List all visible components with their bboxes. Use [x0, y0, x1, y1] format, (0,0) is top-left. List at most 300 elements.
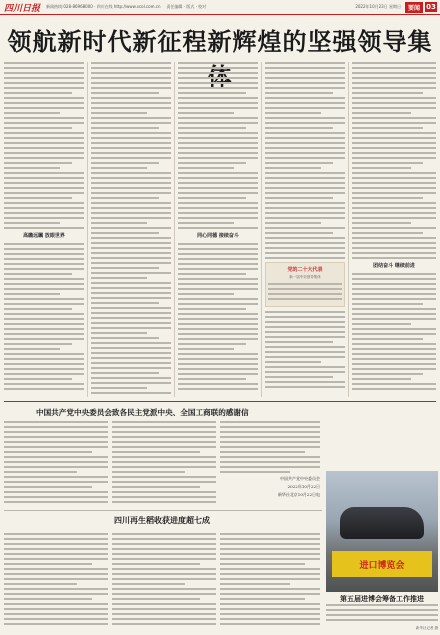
- body-text-line: [91, 277, 147, 279]
- body-text-line: [4, 202, 84, 204]
- body-text-line: [178, 328, 258, 330]
- body-text-line: [91, 157, 171, 159]
- highlight-box: [265, 262, 345, 307]
- body-text-line: [91, 272, 171, 274]
- body-text-line: [265, 232, 333, 234]
- body-text-line: [91, 97, 171, 99]
- body-text-line: [352, 368, 436, 370]
- body-text-line: [220, 568, 320, 570]
- body-text-line: [4, 583, 77, 585]
- body-text-line: [91, 327, 171, 329]
- body-text-line: [91, 132, 171, 134]
- body-text-line: [178, 338, 258, 340]
- photo-credit: 新华社记者 摄: [415, 626, 438, 630]
- body-text-line: [265, 247, 345, 249]
- body-text-line: [265, 117, 345, 119]
- body-text-line: [352, 212, 436, 214]
- body-text-line: [91, 317, 171, 319]
- story-title-thanks-letter: 中国共产党中央委员会致各民主党派中央、全国工商联的感谢信: [36, 408, 249, 417]
- body-text-line: [91, 152, 171, 154]
- body-text-line: [4, 293, 60, 295]
- body-text-line: [265, 336, 345, 338]
- body-text-line: [352, 353, 436, 355]
- body-text-line: [178, 92, 246, 94]
- body-text-line: [220, 466, 320, 468]
- body-text-line: [112, 623, 216, 625]
- body-text-line: [265, 167, 321, 169]
- section-name: 要闻: [405, 2, 423, 13]
- body-text-line: [91, 192, 171, 194]
- thanks-letter-signature: 中国共产党中央委员会: [280, 476, 320, 481]
- body-text-line: [352, 222, 411, 224]
- body-text-line: [265, 147, 345, 149]
- body-text-line: [220, 421, 320, 423]
- body-text-line: [112, 451, 200, 453]
- body-text-line: [352, 82, 436, 84]
- body-text-line: [352, 358, 436, 360]
- body-text-line: [4, 167, 60, 169]
- body-text-line: [4, 466, 108, 468]
- body-text-line: [265, 192, 345, 194]
- body-text-line: [4, 623, 108, 625]
- body-text-line: [220, 558, 320, 560]
- body-text-line: [178, 288, 258, 290]
- body-text-line: [4, 333, 84, 335]
- body-text-line: [178, 87, 258, 89]
- body-text-line: [178, 333, 258, 335]
- body-text-line: [352, 127, 423, 129]
- body-text-line: [4, 102, 84, 104]
- body-text-line: [112, 496, 216, 498]
- body-text-line: [352, 293, 436, 295]
- body-text-line: [265, 326, 345, 328]
- body-text-line: [220, 598, 305, 600]
- body-text-line: [4, 553, 108, 555]
- body-text-block-5: [178, 243, 258, 390]
- body-text-line: [91, 182, 171, 184]
- body-text-line: [265, 172, 345, 174]
- body-text-line: [178, 167, 234, 169]
- body-text-line: [91, 352, 171, 354]
- body-text-line: [4, 578, 108, 580]
- body-text-line: [220, 623, 320, 625]
- body-text-line: [4, 501, 108, 503]
- body-text-line: [4, 431, 108, 433]
- body-text-line: [178, 243, 258, 245]
- body-text-line: [352, 383, 436, 385]
- body-text-line: [352, 187, 436, 189]
- body-text-line: [4, 308, 72, 310]
- body-text-line: [352, 313, 436, 315]
- body-text-line: [352, 283, 436, 285]
- body-text-line: [112, 461, 216, 463]
- body-text-line: [265, 102, 345, 104]
- body-text-line: [265, 182, 345, 184]
- body-text-line: [112, 421, 216, 423]
- body-text-line: [178, 212, 258, 214]
- body-text-line: [352, 323, 411, 325]
- body-text-line: [4, 471, 77, 473]
- body-text-line: [265, 142, 345, 144]
- body-text-line: [178, 112, 234, 114]
- body-text-line: [178, 222, 234, 224]
- body-text-line: [112, 436, 216, 438]
- body-text-block-7: [265, 311, 345, 388]
- body-text-line: [265, 386, 345, 388]
- body-text-line: [112, 558, 216, 560]
- body-text-line: [112, 603, 216, 605]
- news-photo: [326, 471, 438, 592]
- body-text-line: [178, 137, 258, 139]
- highlight-box-title: 党的二十大代表: [287, 267, 323, 273]
- body-text-line: [265, 252, 345, 254]
- body-text-line: [4, 268, 84, 270]
- body-text-line: [265, 371, 345, 373]
- masthead-meta: 新闻热线:028-86968000 · 四川在线 http://www.scol.com.cn: [46, 4, 161, 9]
- body-text-line: [91, 197, 159, 199]
- body-text-line: [112, 466, 216, 468]
- body-text-line: [220, 441, 320, 443]
- thanks-letter-col-1: [4, 421, 108, 506]
- body-text-line: [91, 377, 171, 379]
- body-text-line: [326, 619, 438, 621]
- body-text-line: [4, 152, 84, 154]
- body-text-line: [265, 381, 345, 383]
- body-text-line: [4, 132, 84, 134]
- article-column-2: [91, 62, 171, 397]
- body-text-line: [4, 197, 72, 199]
- body-text-line: [352, 177, 436, 179]
- body-text-line: [4, 298, 84, 300]
- section-divider: [4, 401, 436, 402]
- body-text-line: [265, 197, 333, 199]
- body-text-line: [352, 273, 436, 275]
- body-text-line: [220, 446, 320, 448]
- body-text-line: [4, 182, 84, 184]
- masthead: [0, 0, 440, 15]
- body-text-line: [352, 388, 436, 390]
- body-text-line: [220, 608, 320, 610]
- body-text-line: [112, 538, 216, 540]
- body-text-line: [91, 332, 147, 334]
- body-text-line: [220, 618, 320, 620]
- body-text-line: [112, 441, 216, 443]
- body-text-line: [265, 356, 345, 358]
- body-text-line: [4, 62, 84, 64]
- body-text-line: [91, 62, 171, 64]
- body-text-line: [352, 142, 436, 144]
- body-text-line: [352, 77, 436, 79]
- body-text-line: [352, 97, 436, 99]
- body-text-line: [91, 102, 171, 104]
- body-text-line: [352, 363, 436, 365]
- body-text-line: [112, 548, 216, 550]
- body-text-line: [265, 366, 345, 368]
- body-text-line: [265, 237, 345, 239]
- issue-date: 2022年10月23日 星期日: [355, 4, 401, 9]
- body-text-line: [91, 357, 171, 359]
- body-text-line: [178, 77, 258, 79]
- body-text-line: [352, 162, 423, 164]
- body-text-line: [178, 152, 258, 154]
- body-text-line: [91, 202, 171, 204]
- body-text-line: [178, 192, 258, 194]
- body-text-line: [4, 548, 108, 550]
- page-headline: 领航新时代新征程新辉煌的坚强领导集: [7, 27, 433, 56]
- body-text-line: [178, 258, 258, 260]
- body-text-line: [352, 207, 436, 209]
- body-text-line: [178, 353, 258, 355]
- body-text-line: [4, 97, 84, 99]
- body-text-line: [91, 92, 159, 94]
- body-text-line: [4, 288, 84, 290]
- body-text-line: [178, 187, 258, 189]
- body-text-line: [4, 87, 84, 89]
- body-text-line: [91, 107, 171, 109]
- page-number: 03: [426, 3, 436, 11]
- body-text-line: [91, 282, 171, 284]
- thanks-letter-date: 2022年10月22日: [287, 484, 320, 489]
- body-text-line: [4, 177, 84, 179]
- story-divider: [4, 510, 322, 511]
- body-text-line: [352, 328, 436, 330]
- body-text-line: [178, 127, 246, 129]
- body-text-line: [265, 351, 345, 353]
- article-column-5: [352, 62, 436, 393]
- body-text-line: [112, 583, 185, 585]
- body-text-line: [4, 568, 108, 570]
- body-text-line: [4, 127, 72, 129]
- body-text-line: [112, 456, 216, 458]
- body-text-line: [352, 318, 436, 320]
- body-text-line: [91, 82, 171, 84]
- body-text-line: [4, 263, 84, 265]
- body-text-line: [352, 373, 423, 375]
- body-text-line: [178, 318, 258, 320]
- body-text-line: [4, 107, 84, 109]
- body-text-line: [91, 162, 159, 164]
- body-text-line: [268, 298, 342, 300]
- body-text-line: [265, 82, 345, 84]
- body-text-line: [91, 172, 171, 174]
- body-text-line: [4, 147, 84, 149]
- body-text-line: [4, 323, 84, 325]
- body-text-line: [112, 533, 216, 535]
- body-text-line: [178, 378, 246, 380]
- body-text-line: [178, 82, 258, 84]
- body-text-line: [91, 372, 159, 374]
- body-text-line: [112, 618, 216, 620]
- body-text-line: [91, 297, 171, 299]
- body-text-line: [91, 187, 171, 189]
- body-text-line: [91, 252, 171, 254]
- body-text-line: [91, 77, 171, 79]
- body-text-line: [220, 538, 320, 540]
- body-text-line: [352, 147, 436, 149]
- body-text-line: [91, 177, 171, 179]
- body-text-line: [91, 227, 171, 229]
- body-text-line: [112, 486, 200, 488]
- body-text-line: [178, 207, 258, 209]
- body-text-block-8: [352, 62, 436, 259]
- body-text-line: [4, 573, 108, 575]
- body-text-line: [352, 117, 436, 119]
- body-text-line: [352, 182, 436, 184]
- body-text-line: [112, 426, 216, 428]
- body-text-line: [4, 142, 84, 144]
- body-text-line: [112, 588, 216, 590]
- body-text-line: [4, 278, 84, 280]
- body-text-line: [178, 323, 258, 325]
- body-text-line: [220, 603, 320, 605]
- story-title-rice-harvest: 四川再生稻收获进度超七成: [114, 515, 210, 525]
- body-text-line: [91, 387, 147, 389]
- body-text-line: [4, 421, 108, 423]
- body-text-line: [268, 293, 342, 295]
- body-text-line: [4, 588, 108, 590]
- body-text-line: [4, 598, 92, 600]
- body-text-line: [112, 613, 216, 615]
- body-text-line: [178, 283, 258, 285]
- body-text-line: [4, 217, 84, 219]
- body-text-line: [178, 373, 258, 375]
- body-text-line: [91, 267, 159, 269]
- body-text-line: [178, 162, 246, 164]
- body-text-line: [4, 338, 84, 340]
- body-text-line: [4, 481, 108, 483]
- body-text-line: [352, 167, 411, 169]
- body-text-line: [4, 343, 72, 345]
- body-text-line: [352, 298, 436, 300]
- body-text-line: [265, 87, 345, 89]
- article-column-3: [178, 62, 258, 393]
- article-column-1: [4, 62, 84, 393]
- thanks-letter-col-3: [220, 421, 320, 500]
- body-text-line: [112, 568, 216, 570]
- body-text-line: [91, 242, 171, 244]
- thanks-letter-source: 新华社北京10月22日电: [277, 492, 320, 497]
- body-text-line: [91, 72, 171, 74]
- body-text-line: [352, 72, 436, 74]
- body-text-line: [178, 72, 258, 74]
- body-text-line: [4, 77, 84, 79]
- body-text-line: [112, 553, 216, 555]
- thanks-letter-col-2: [112, 421, 216, 506]
- body-text-line: [91, 337, 159, 339]
- body-text-line: [91, 222, 147, 224]
- body-text-line: [352, 132, 436, 134]
- body-text-block-1: [4, 62, 84, 229]
- body-text-line: [265, 361, 321, 363]
- body-text-line: [265, 341, 333, 343]
- photo-banner: [332, 551, 432, 577]
- body-text-line: [352, 172, 436, 174]
- body-text-line: [4, 82, 84, 84]
- rice-story-col-1: [4, 533, 108, 628]
- body-text-line: [265, 217, 345, 219]
- body-text-line: [265, 127, 333, 129]
- body-text-line: [4, 358, 84, 360]
- body-text-line: [112, 476, 216, 478]
- body-text-line: [4, 603, 108, 605]
- body-text-line: [220, 583, 290, 585]
- body-text-line: [178, 253, 258, 255]
- body-text-line: [265, 177, 345, 179]
- body-text-line: [178, 388, 258, 390]
- body-text-line: [4, 303, 84, 305]
- body-text-line: [268, 288, 342, 290]
- body-text-line: [4, 378, 72, 380]
- body-text-line: [178, 273, 246, 275]
- body-text-line: [352, 257, 436, 259]
- body-text-line: [265, 132, 345, 134]
- body-text-line: [220, 471, 290, 473]
- body-text-line: [91, 307, 171, 309]
- body-text-line: [112, 573, 216, 575]
- body-text-line: [178, 363, 258, 365]
- body-text-line: [178, 117, 258, 119]
- body-text-line: [4, 446, 108, 448]
- body-text-line: [220, 563, 305, 565]
- body-text-line: [91, 67, 171, 69]
- body-text-line: [178, 182, 258, 184]
- rice-story-col-2: [112, 533, 216, 628]
- body-text-line: [91, 127, 159, 129]
- body-text-line: [265, 92, 333, 94]
- body-text-line: [352, 303, 423, 305]
- body-text-line: [4, 72, 84, 74]
- body-text-line: [352, 122, 436, 124]
- body-text-line: [91, 302, 159, 304]
- body-text-line: [265, 77, 345, 79]
- body-text-line: [178, 177, 258, 179]
- body-text-line: [220, 436, 320, 438]
- body-text-line: [178, 217, 258, 219]
- body-text-line: [352, 237, 436, 239]
- body-text-line: [326, 609, 438, 611]
- body-text-line: [352, 202, 436, 204]
- body-text-line: [178, 97, 258, 99]
- body-text-line: [4, 318, 84, 320]
- body-text-line: [352, 348, 436, 350]
- photo-banner-text: 进口博览会: [359, 560, 405, 571]
- body-text-line: [4, 207, 84, 209]
- body-text-block-2: [4, 243, 84, 390]
- photo-caption-text: [326, 604, 438, 624]
- body-text-line: [265, 112, 321, 114]
- body-text-line: [352, 137, 436, 139]
- body-text-line: [4, 563, 92, 565]
- body-text-line: [178, 348, 234, 350]
- body-text-line: [352, 157, 436, 159]
- body-text-line: [265, 242, 345, 244]
- body-text-line: [178, 368, 258, 370]
- body-text-line: [220, 461, 320, 463]
- body-text-line: [91, 262, 171, 264]
- body-text-line: [4, 112, 60, 114]
- body-text-line: [178, 122, 258, 124]
- body-text-line: [4, 461, 108, 463]
- photo-car: [340, 507, 424, 539]
- body-text-line: [112, 578, 216, 580]
- body-text-line: [352, 92, 423, 94]
- body-text-line: [91, 137, 171, 139]
- body-text-line: [178, 358, 258, 360]
- body-text-line: [112, 608, 216, 610]
- body-text-line: [4, 192, 84, 194]
- body-text-line: [4, 486, 92, 488]
- body-text-line: [352, 278, 436, 280]
